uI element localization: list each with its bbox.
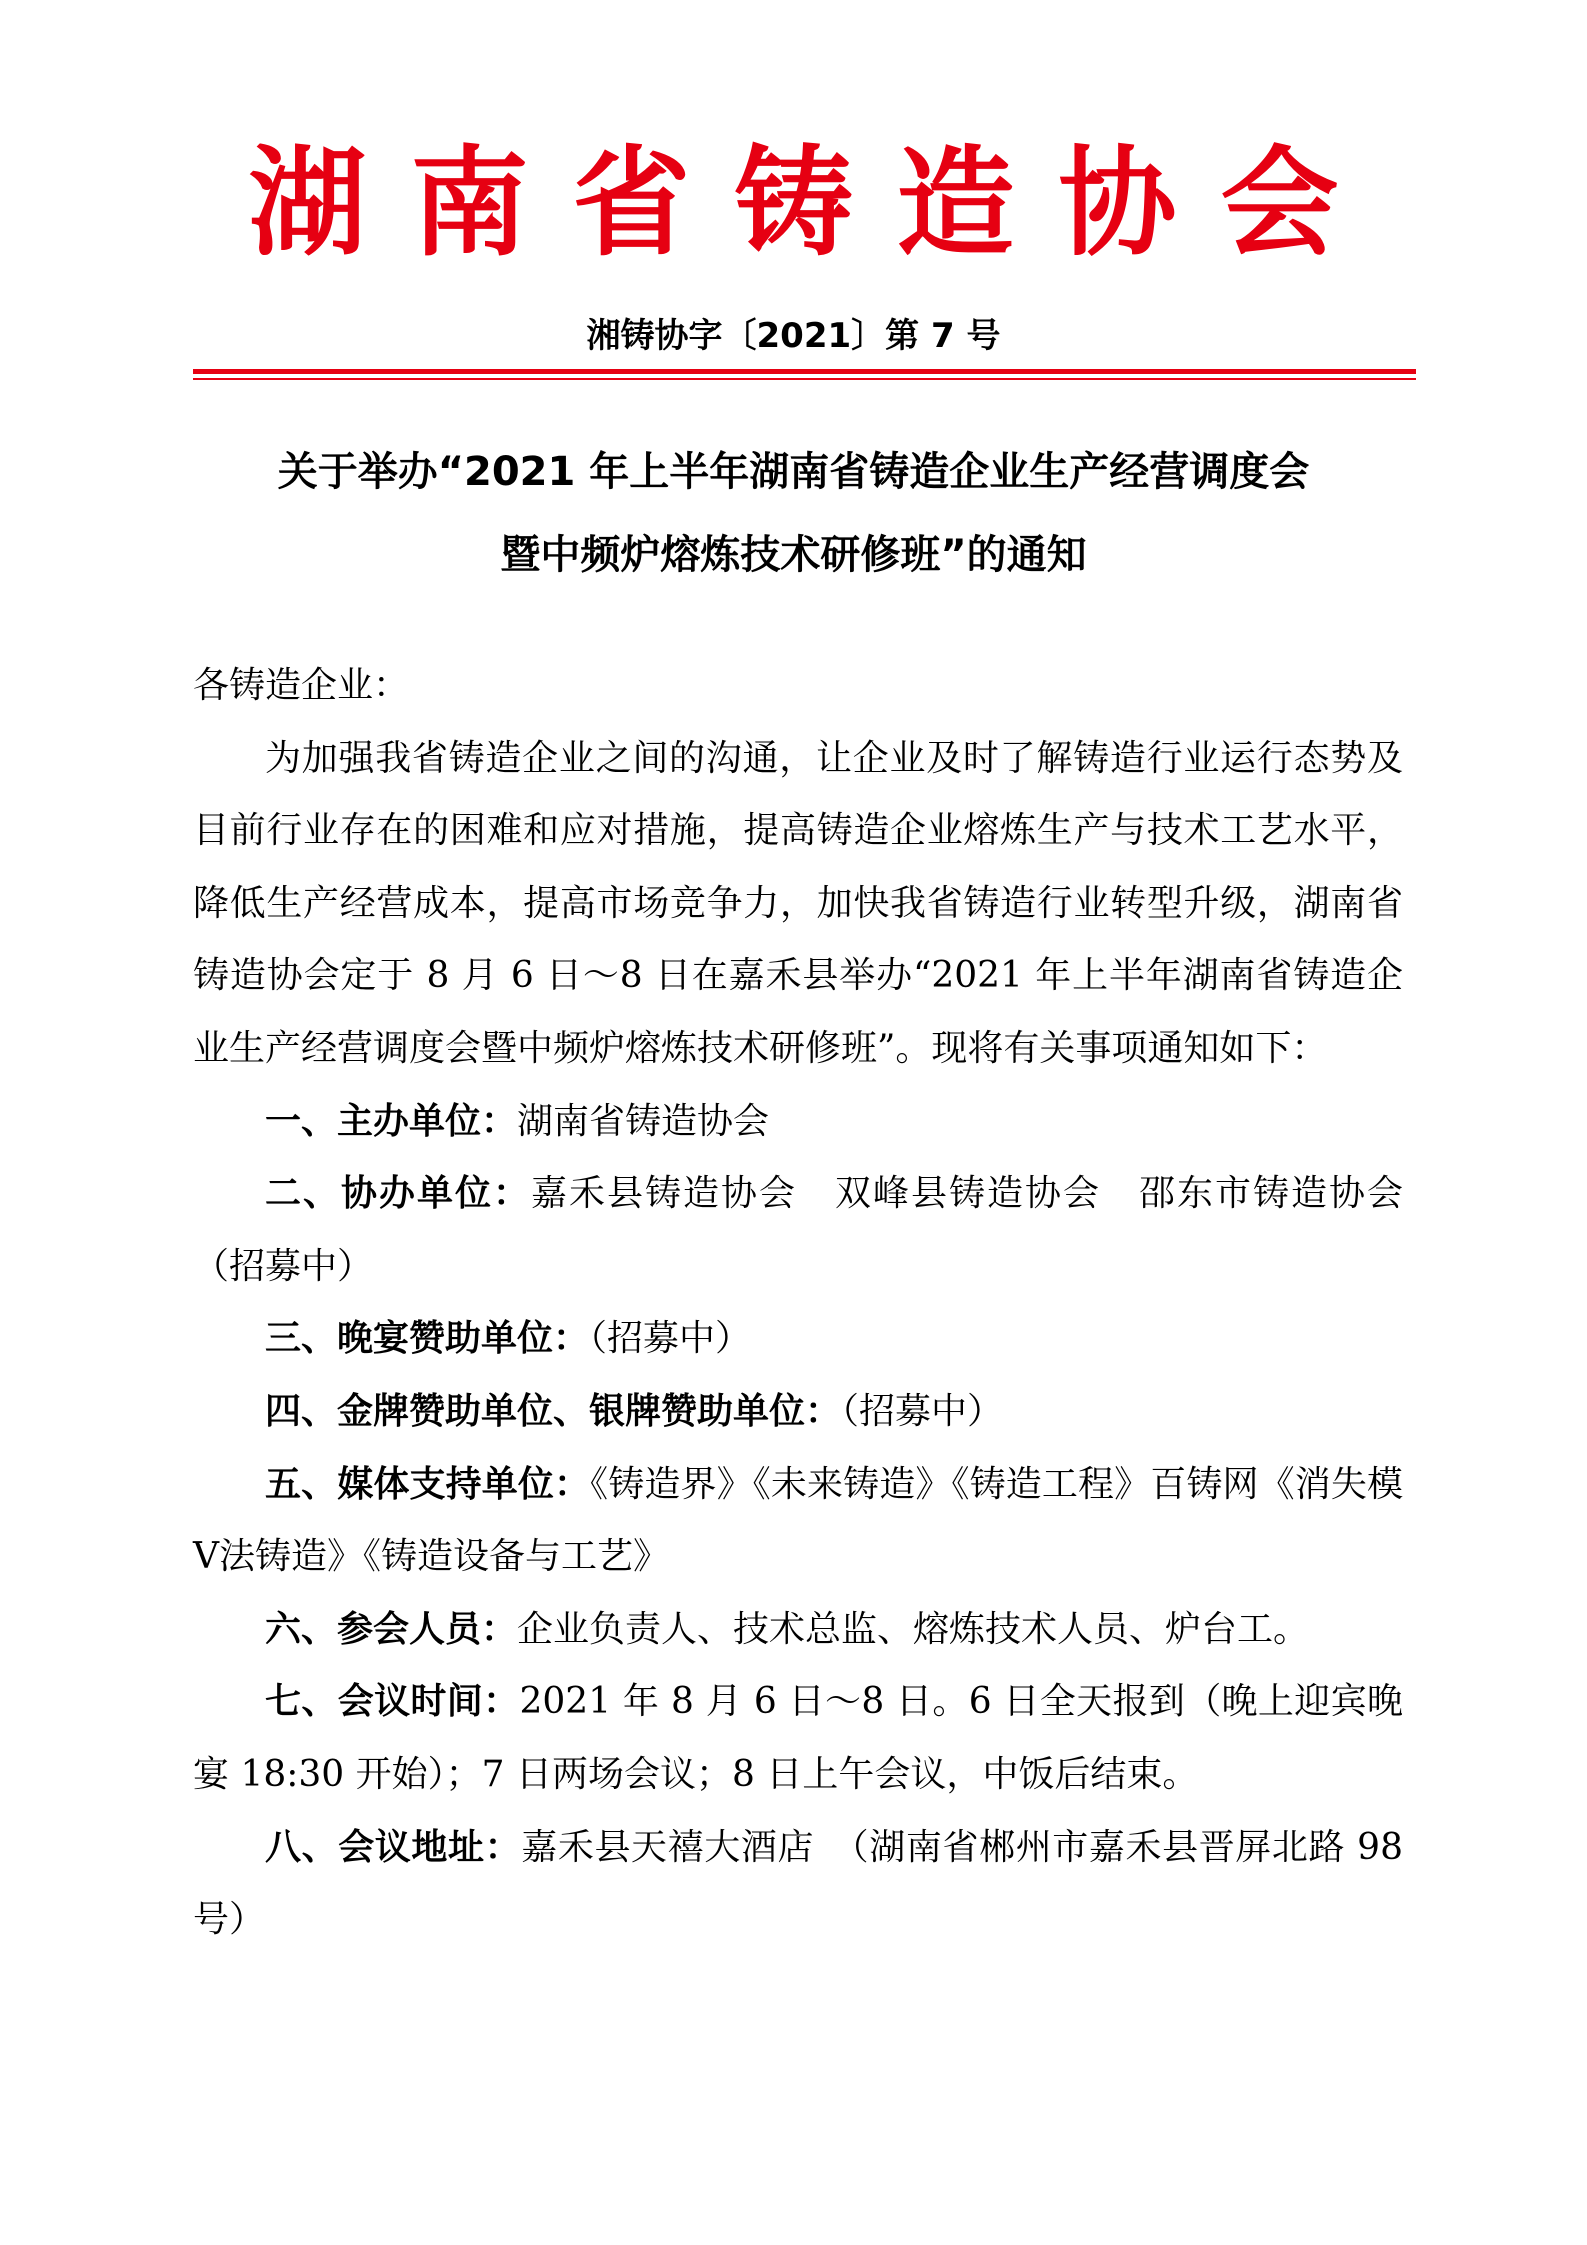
item-text: （招募中）: [589, 1318, 752, 1360]
item-label: 二、协办单位：: [265, 1173, 531, 1215]
item-banquet-sponsor: [193, 1303, 1403, 1376]
document-number: 湘铸协字〔2021〕第 7 号: [586, 316, 1001, 356]
item-meeting-time: [193, 1666, 1403, 1811]
item-label: 一、主办单位：: [265, 1100, 518, 1142]
item-text: 企业负责人、技术总监、熔炼技术人员、炉台工。: [517, 1608, 1310, 1650]
red-divider-thick: [193, 369, 1416, 374]
item-label: 六、参会人员：: [265, 1608, 518, 1650]
notice-title-line-1: 关于举办“2021 年上半年湖南省铸造企业生产经营调度会: [277, 449, 1310, 495]
org-title: 湖南省铸造协会: [248, 134, 1383, 272]
item-text: 湖南省铸造协会: [517, 1100, 770, 1142]
item-label: 五、媒体支持单位：: [265, 1463, 591, 1505]
notice-title-line-2: 暨中频炉熔炼技术研修班”的通知: [500, 532, 1087, 578]
item-label: 四、金牌赞助单位、银牌赞助单位：: [265, 1390, 842, 1432]
item-gold-silver-sponsor: [193, 1376, 1403, 1449]
item-organizer: [193, 1086, 1403, 1159]
intro-paragraph: 为加强我省铸造企业之间的沟通，让企业及时了解铸造行业运行态势及目前行业存在的困难和应对措施，提高铸造企业熔炼生产与技术工艺水平，降低生产经营成本，提高市场竞争力，加快我省铸造行业转型升级，湖南省铸造协会定于 8 月 6 日～8 日在嘉禾县举办“2021 年上半年湖南省铸造企业生产经营调度会暨中频炉熔炼技术研修班”。现将有关事项通知如下：: [193, 737, 1403, 1069]
item-label: 八、会议地址：: [265, 1826, 522, 1868]
item-text: 嘉禾县铸造协会 双峰县铸造协会 邵东市铸造协会（招募中）: [193, 1173, 1403, 1287]
red-divider-thin: [193, 378, 1416, 380]
notice-body: [193, 650, 1403, 1957]
item-label: 七、会议时间：: [265, 1681, 520, 1723]
item-media-support: [193, 1449, 1403, 1594]
item-meeting-address: [193, 1812, 1403, 1957]
item-attendees: [193, 1594, 1403, 1667]
item-label: 三、晚宴赞助单位：: [265, 1318, 590, 1360]
item-text: 《铸造界》《未来铸造》《铸造工程》百铸网《消失模Ⅴ法铸造》《铸造设备与工艺》: [193, 1463, 1403, 1578]
item-text: 嘉禾县天禧大酒店 （湖南省郴州市嘉禾县晋屏北路 98 号）: [193, 1826, 1403, 1941]
salutation: 各铸造企业：: [193, 665, 410, 706]
item-text: 2021 年 8 月 6 日～8 日。6 日全天报到（晚上迎宾晚宴 18:30 开始）；7 日两场会议；8 日上午会议，中饭后结束。: [193, 1681, 1403, 1795]
item-co-organizer: [193, 1158, 1403, 1303]
item-text: （招募中）: [841, 1390, 1004, 1432]
